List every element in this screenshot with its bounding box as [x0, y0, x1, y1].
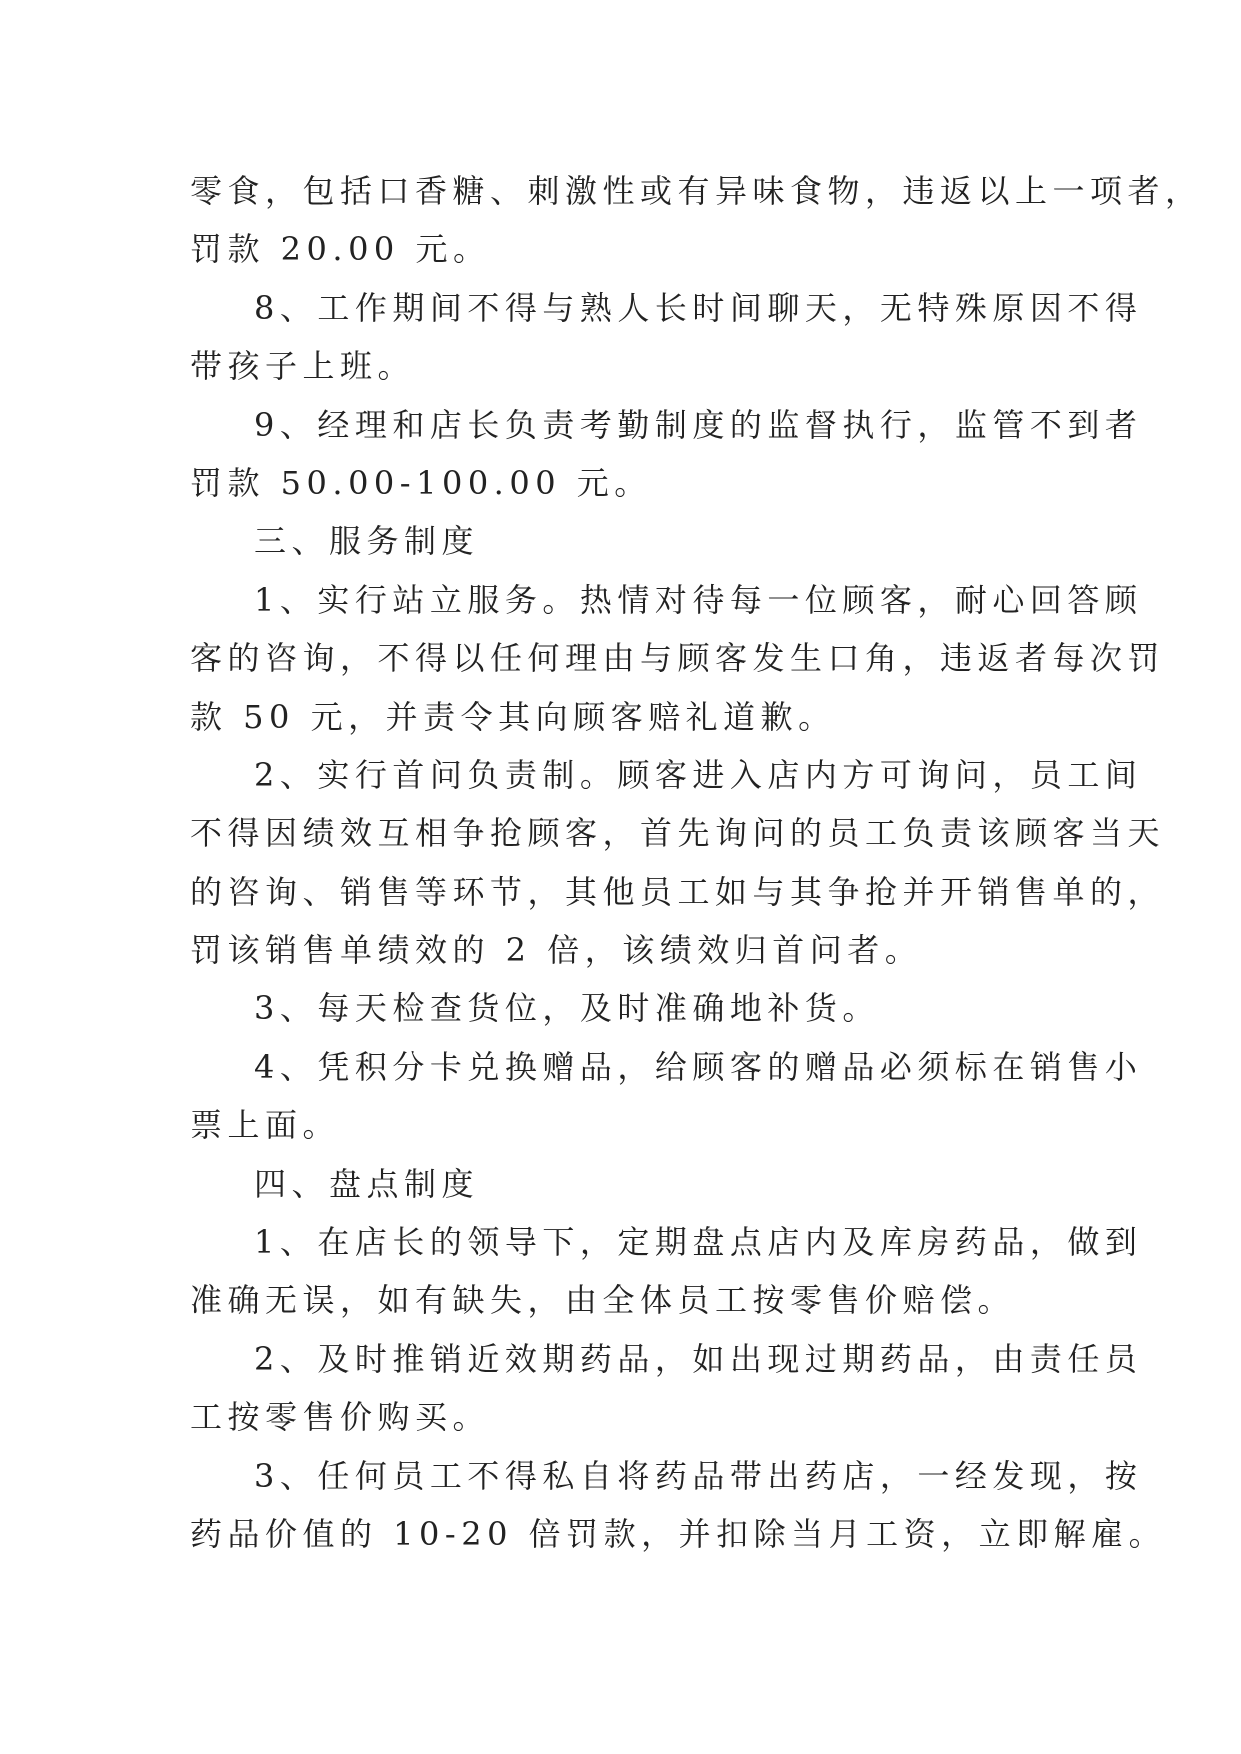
text-line: 客的咨询，不得以任何理由与顾客发生口角，违返者每次罚 — [190, 639, 1166, 678]
text-line: 罚该销售单绩效的 2 倍，该绩效归首问者。 — [190, 931, 923, 970]
paragraph-start-inventory-2: 2、及时推销近效期药品，如出现过期药品，由责任员 — [254, 1339, 1143, 1378]
text-line: 工按零售价购买。 — [190, 1398, 491, 1437]
paragraph-start-inventory-1: 1、在店长的领导下，定期盘点店内及库房药品，做到 — [254, 1223, 1143, 1262]
paragraph-start-item-9: 9、经理和店长负责考勤制度的监督执行，监管不到者 — [254, 405, 1143, 444]
document-body — [190, 162, 1203, 1563]
text-line: 的咨询、销售等环节，其他员工如与其争抢并开销售单的， — [190, 872, 1166, 911]
text-line: 带孩子上班。 — [190, 347, 416, 386]
section-heading-inventory: 四、盘点制度 — [254, 1164, 480, 1203]
text-line: 零食，包括口香糖、刺激性或有异味食物，违返以上一项者， — [190, 172, 1203, 210]
text-line: 药品价值的 10-20 倍罚款，并扣除当月工资，立即解雇。 — [190, 1514, 1167, 1553]
paragraph-start-service-3: 3、每天检查货位，及时准确地补货。 — [254, 989, 880, 1028]
paragraph-start-item-8: 8、工作期间不得与熟人长时间聊天，无特殊原因不得 — [254, 288, 1143, 327]
section-heading-service: 三、服务制度 — [254, 522, 480, 561]
text-line: 罚款 20.00 元。 — [190, 230, 491, 269]
text-line: 款 50 元，并责令其向顾客赔礼道歉。 — [190, 697, 836, 736]
text-line: 罚款 50.00-100.00 元。 — [190, 463, 652, 502]
paragraph-start-service-1: 1、实行站立服务。热情对待每一位顾客，耐心回答顾 — [254, 580, 1143, 619]
text-line: 不得因绩效互相争抢顾客，首先询问的员工负责该顾客当天 — [190, 814, 1166, 853]
paragraph-start-inventory-3: 3、任何员工不得私自将药品带出药店，一经发现，按 — [254, 1456, 1143, 1495]
paragraph-start-service-4: 4、凭积分卡兑换赠品，给顾客的赠品必须标在销售小 — [254, 1047, 1143, 1086]
paragraph-start-service-2: 2、实行首问负责制。顾客进入店内方可询问，员工间 — [254, 755, 1143, 794]
text-line: 准确无误，如有缺失，由全体员工按零售价赔偿。 — [190, 1281, 1016, 1320]
text-line: 票上面。 — [190, 1106, 341, 1145]
